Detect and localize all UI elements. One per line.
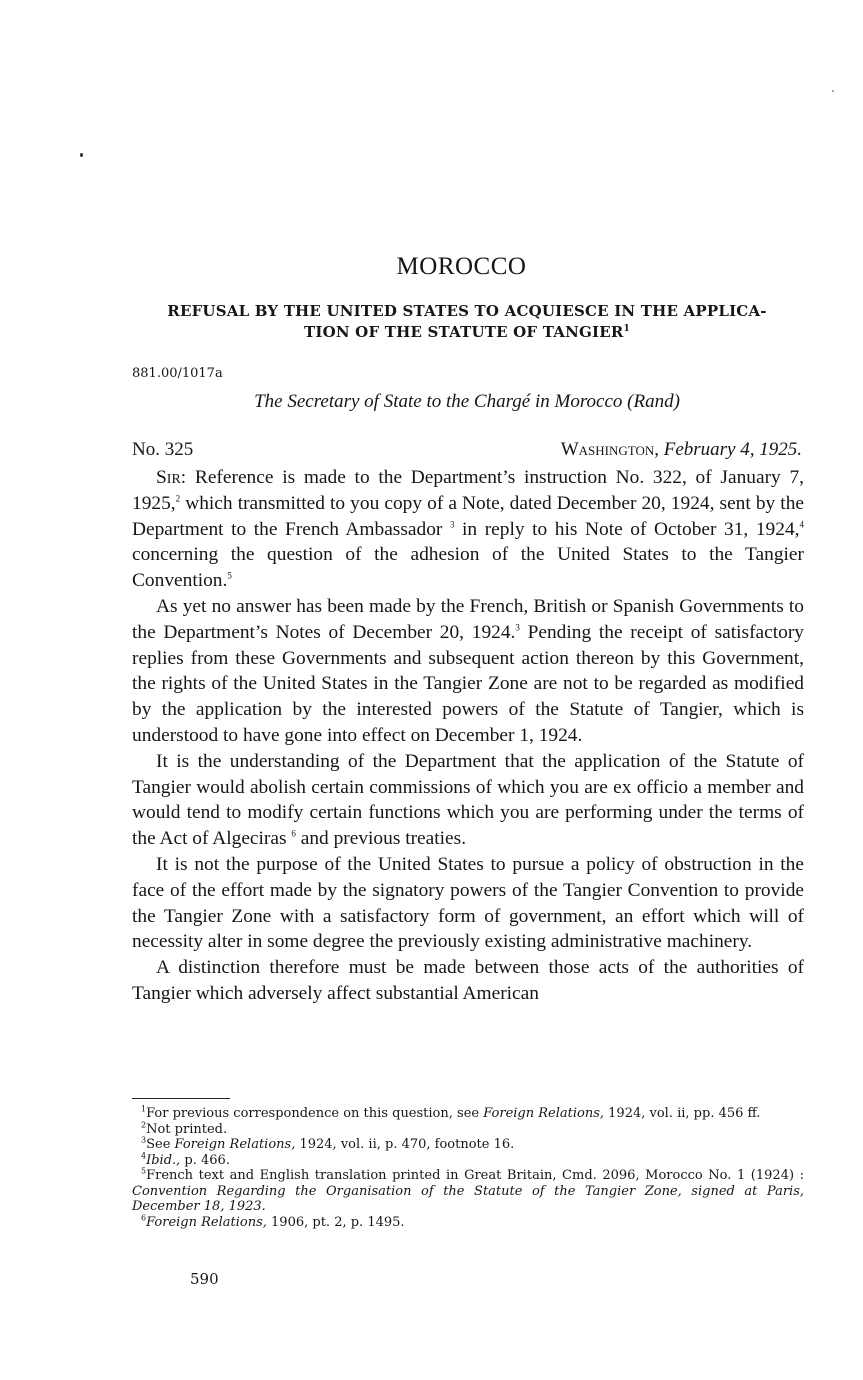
footnote-number: 1 [141, 1104, 147, 1114]
text: and previous treaties. [295, 828, 467, 850]
document-heading: The Secretary of State to the Chargé in Morocco (Rand) [254, 391, 680, 412]
footnote-ref: 3 [449, 519, 455, 530]
footnote-ref: 3 [515, 622, 520, 633]
subtitle-line-2: TION OF THE STATUTE OF TANGIER [304, 323, 624, 341]
footnote-number: 5 [141, 1166, 147, 1176]
footnote-tail: 1924, vol. ii, pp. 456 ff. [604, 1106, 761, 1121]
letter-body [132, 465, 804, 1007]
text: Pending the receipt of satisfactory replies from these Governments and subsequent action thereon by this Government, the rights of the United States in the Tangier Zone are not to be regarded as modified by the application by the interested powers of the Statute of Tangier, which is understood to have gone into effect on December 1, 1924. [132, 621, 804, 746]
footnote-text: See [146, 1137, 175, 1152]
dateline [132, 439, 802, 461]
text: As yet no answer has been made by the French, British or Spanish Governments to the Department’s Notes of December 20, 1924. [132, 595, 804, 643]
footnote [132, 1106, 804, 1122]
footnote-number: 4 [141, 1151, 147, 1161]
footnote-text: For previous correspondence on this question, see [146, 1106, 484, 1121]
footnote-ref: 4 [799, 519, 804, 530]
footnote-number: 6 [141, 1213, 147, 1223]
page-number: 590 [190, 1270, 219, 1288]
file-number: 881.00/1017a [132, 366, 223, 381]
place: Washington, [560, 439, 659, 460]
scan-speck [80, 153, 83, 157]
text: which transmitted to you copy of a Note, dated December 20, 1924, sent by the Department to the French Ambassador [132, 492, 804, 540]
footnote-tail: p. 466. [180, 1152, 230, 1168]
footnote-ref: 6 [291, 828, 296, 839]
footnote-italic: Foreign Relations, [483, 1106, 605, 1121]
paragraph [132, 749, 804, 852]
paragraph [132, 852, 804, 955]
footnote-text: French text and English translation printed in Great Britain, Cmd. 2096, Morocco No. 1 (1924) : [146, 1168, 804, 1183]
salutation: Sir: [156, 467, 187, 488]
footnote-divider [132, 1098, 230, 1099]
document-number: No. 325 [132, 439, 194, 460]
footnotes [132, 1106, 804, 1230]
footnote-tail: 1906, pt. 2, p. 1495. [266, 1214, 405, 1230]
footnote [132, 1153, 804, 1169]
footnote-number: 3 [141, 1135, 147, 1145]
paragraph [132, 465, 804, 594]
footnote-italic: Foreign Relations, [146, 1214, 267, 1230]
date: February 4, 1925. [663, 439, 802, 460]
footnote-ref: 1 [623, 324, 630, 334]
text: Reference is made to the Department’s instruction No. 322, of January 7, 1925, [132, 467, 804, 514]
scan-speck [832, 90, 834, 92]
footnote-italic: Ibid., [146, 1152, 181, 1168]
text: in reply to his Note of October 31, 1924, [454, 518, 800, 540]
footnote-text: Not printed. [146, 1121, 228, 1137]
document-subtitle [132, 301, 802, 343]
place-date [561, 439, 802, 461]
subtitle-line-1: REFUSAL BY THE UNITED STATES TO ACQUIESCE IN THE APPLICA- [167, 302, 767, 320]
text: It is the understanding of the Department that the application of the Statute of Tangier would abolish certain commissions of which you are ex officio a member and would tend to modify certain functions which you are performing under the terms of the Act of Algeciras [132, 750, 804, 850]
footnote-tail: 1924, vol. ii, p. 470, footnote 16. [295, 1137, 515, 1152]
footnote-ref: 2 [175, 493, 181, 504]
footnote [132, 1137, 804, 1153]
footnote [132, 1215, 804, 1231]
footnote-number: 2 [141, 1120, 147, 1130]
paragraph [132, 955, 804, 1007]
text: It is not the purpose of the United States to pursue a policy of obstruction in the face of the effort made by the signatory powers of the Tangier Convention to provide the Tangier Zone with a satisfactory form of government, an effort which will of necessity alter in some degree the previously existing administrative machinery. [132, 853, 804, 953]
footnote-ref: 5 [227, 570, 232, 581]
text: A distinction therefore must be made between those acts of the authorities of Tangier which adversely affect substantial American [132, 957, 804, 1004]
footnote [132, 1122, 804, 1138]
paragraph [132, 594, 804, 749]
page-title: MOROCCO [396, 253, 527, 280]
footnote-italic: Convention Regarding the Organisation of the Statute of the Tangier Zone, signed at Paris, December 18, 1923. [132, 1183, 804, 1214]
footnote [132, 1168, 804, 1215]
text: concerning the question of the adhesion of the United States to the Tangier Convention. [132, 544, 804, 592]
footnote-italic: Foreign Relations, [174, 1137, 296, 1152]
